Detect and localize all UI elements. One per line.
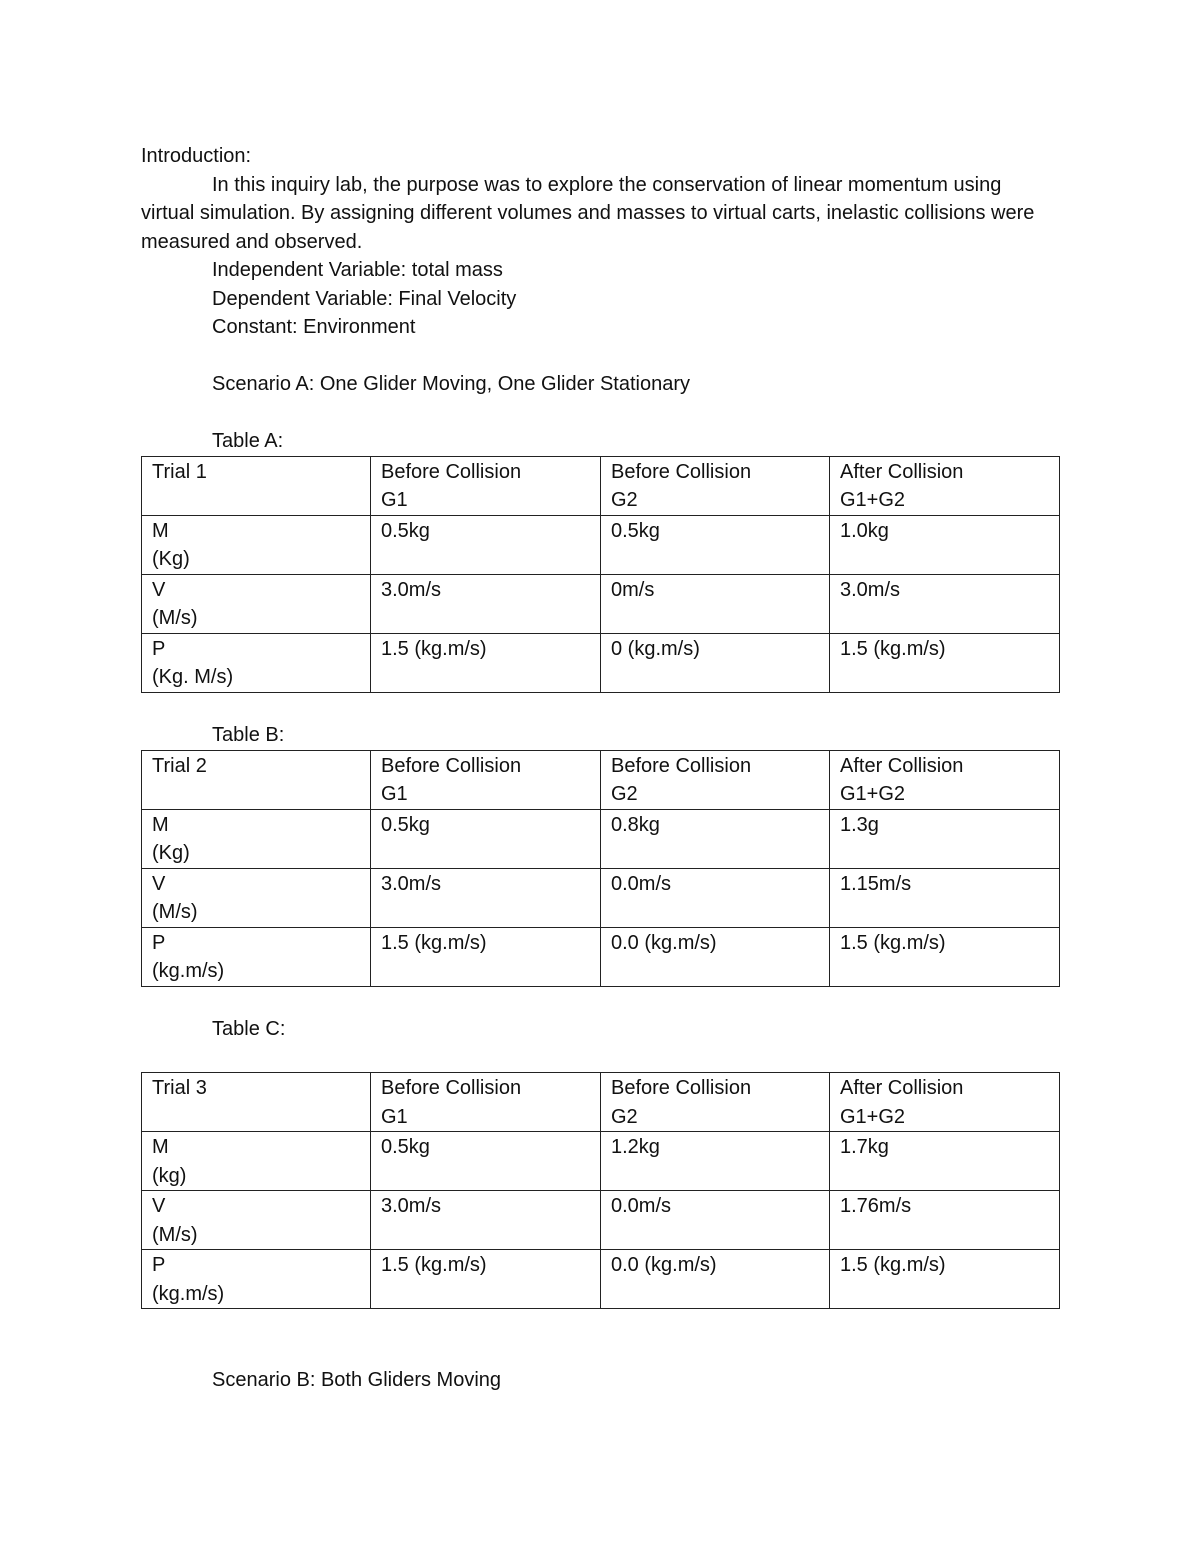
table-row [142,456,1060,515]
header-cell: Trial 2 [142,750,371,809]
row-label-cell: V (M/s) [142,1191,371,1250]
data-cell: 1.15m/s [830,868,1060,927]
spacer [141,1309,1059,1338]
table-row [142,515,1060,574]
data-cell: 1.5 (kg.m/s) [830,1250,1060,1309]
data-cell: 0.5kg [371,809,601,868]
scenario-a-heading: Scenario A: One Glider Moving, One Glider Stationary [212,373,691,395]
table-b [141,750,1060,987]
header-cell: Before Collision G1 [371,456,601,515]
data-cell: 0.0 (kg.m/s) [601,1250,830,1309]
constant-variable: Constant: Environment [212,316,416,338]
data-cell: 0.0m/s [601,868,830,927]
data-cell: 1.5 (kg.m/s) [371,1250,601,1309]
spacer [141,1338,1059,1367]
data-cell: 1.2kg [601,1132,830,1191]
table-c-title: Table C: [212,1018,286,1040]
data-cell: 0m/s [601,574,830,633]
data-cell: 1.5 (kg.m/s) [371,633,601,692]
row-label-cell: V (M/s) [142,574,371,633]
data-cell: 1.0kg [830,515,1060,574]
data-cell: 0.0m/s [601,1191,830,1250]
dependent-variable: Dependent Variable: Final Velocity [212,287,517,310]
table-row [142,927,1060,986]
data-cell: 1.5 (kg.m/s) [371,927,601,986]
row-label-cell: M (Kg) [142,809,371,868]
header-cell: Before Collision G2 [601,1073,830,1132]
data-cell: 0.5kg [371,1132,601,1191]
row-label-cell: P (Kg. M/s) [142,633,371,692]
table-row [142,868,1060,927]
scenario-b-heading: Scenario B: Both Gliders Moving [212,1369,502,1391]
data-cell: 1.5 (kg.m/s) [830,633,1060,692]
table-c [141,1072,1060,1309]
data-cell: 1.5 (kg.m/s) [830,927,1060,986]
data-cell: 3.0m/s [371,574,601,633]
spacer [141,342,1059,371]
document-page [141,142,1059,1395]
header-cell: After Collision G1+G2 [830,1073,1060,1132]
table-row [142,633,1060,692]
data-cell: 3.0m/s [371,868,601,927]
table-row [142,750,1060,809]
header-cell: Before Collision G2 [601,750,830,809]
row-label-cell: V (M/s) [142,868,371,927]
spacer [141,399,1059,428]
table-row [142,809,1060,868]
data-cell: 0.5kg [371,515,601,574]
table-a [141,456,1060,693]
row-label-cell: P (kg.m/s) [142,927,371,986]
table-row [142,1191,1060,1250]
row-label-cell: M (Kg) [142,515,371,574]
row-label-cell: P (kg.m/s) [142,1250,371,1309]
header-cell: After Collision G1+G2 [830,456,1060,515]
data-cell: 0.5kg [601,515,830,574]
spacer [141,1044,1059,1073]
data-cell: 3.0m/s [830,574,1060,633]
data-cell: 1.3g [830,809,1060,868]
spacer [141,693,1059,722]
header-cell: After Collision G1+G2 [830,750,1060,809]
data-cell: 3.0m/s [371,1191,601,1250]
data-cell: 1.76m/s [830,1191,1060,1250]
table-row [142,1073,1060,1132]
intro-paragraph: In this inquiry lab, the purpose was to explore the conservation of linear momentum using virtual simulation. By assigning different volumes and masses to virtual carts, inelastic collisions were measured and observed. [141,173,1035,253]
intro-heading: Introduction: [141,145,252,167]
data-cell: 0.8kg [601,809,830,868]
data-cell: 0 (kg.m/s) [601,633,830,692]
data-cell: 1.7kg [830,1132,1060,1191]
header-cell: Trial 3 [142,1073,371,1132]
header-cell: Before Collision G1 [371,750,601,809]
table-a-title: Table A: [212,430,284,452]
header-cell: Before Collision G1 [371,1073,601,1132]
header-cell: Before Collision G2 [601,456,830,515]
header-cell: Trial 1 [142,456,371,515]
row-label-cell: M (kg) [142,1132,371,1191]
table-b-title: Table B: [212,724,285,746]
table-row [142,1250,1060,1309]
table-row [142,1132,1060,1191]
table-row [142,574,1060,633]
data-cell: 0.0 (kg.m/s) [601,927,830,986]
spacer [141,987,1059,1016]
independent-variable: Independent Variable: total mass [212,259,503,281]
